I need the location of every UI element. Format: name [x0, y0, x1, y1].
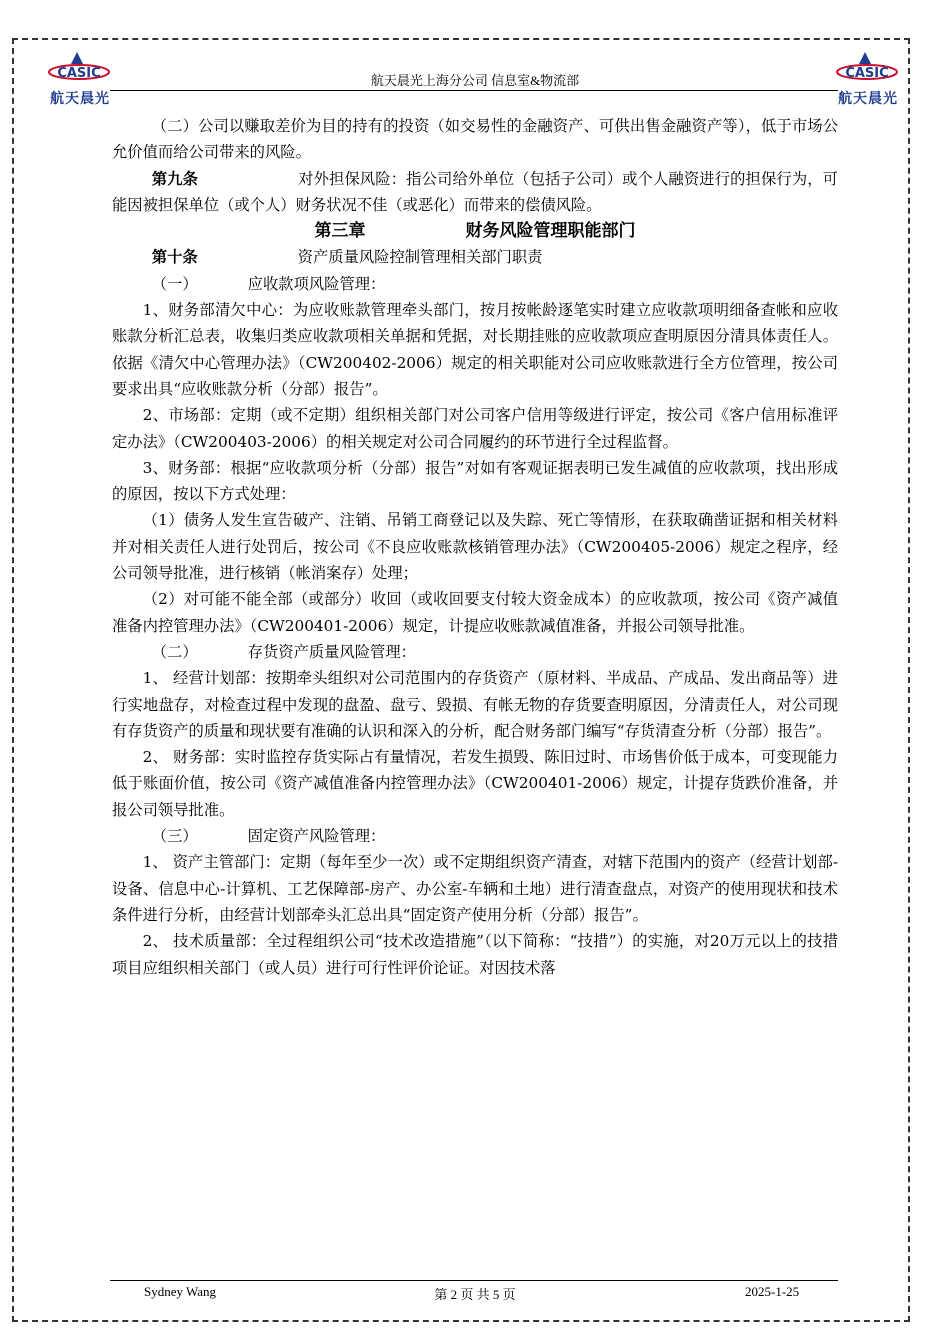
- section-heading: [112, 823, 838, 849]
- list-item: 2、 财务部：实时监控存货实际占有量情况，若发生损毁、陈旧过时、市场售价低于成本，可变现能力低于账面价值，按公司《资产减值准备内控管理办法》（CW200401-2006）规定，计提存货跌价准备，并报公司领导批准。: [112, 748, 838, 819]
- footer-date: 2025-1-25: [745, 1284, 800, 1299]
- section-number: （三）: [151, 827, 198, 846]
- chapter-title: 财务风险管理职能部门: [465, 221, 636, 242]
- section-title: 应收款项风险管理：: [247, 274, 386, 293]
- list-item: （1）债务人发生宣告破产、注销、吊销工商登记以及失踪、死亡等情形，在获取确凿证据和相关材料并对相关责任人进行处罚后，按公司《不良应收账款核销管理办法》（CW200405-2006）规定之程序，经公司领导批准，进行核销（帐消案存）处理；: [112, 511, 838, 583]
- section-heading: [112, 639, 838, 665]
- paragraph: （二）公司以赚取差价为目的持有的投资（如交易性的金融资产、可供出售金融资产等），低于市场公允价值而给公司带来的风险。: [112, 117, 838, 162]
- list-item: 1、财务部清欠中心：为应收账款管理牵头部门，按月按帐龄逐笔实时建立应收款项明细备查帐和应收账款分析汇总表，收集归类应收款项相关单据和凭据，对长期挂账的应收款项应查明原因分清具体责任人。依据《清欠中心管理办法》（CW200402-2006）规定的相关职能对公司应收账款进行全方位管理，按公司要求出具“应收账款分析（分部）报告”。: [112, 301, 838, 398]
- header-title: 航天晨光上海分公司 信息室&物流部: [370, 73, 580, 88]
- list-item: 1、 经营计划部：按期牵头组织对公司范围内的存货资产（原材料、半成品、产成品、发出商品等）进行实地盘存，对检查过程中发现的盘盈、盘亏、毁损、有帐无物的存货要查明原因，分清责任人，对公司现有存货资产的质量和现状要有准确的认识和深入的分析，配合财务部门编写“存货清查分析（分部）报告”。: [112, 669, 838, 740]
- footer-rule: [110, 1280, 838, 1281]
- svg-text:CASIC: CASIC: [57, 66, 101, 81]
- list-item: 1、 资产主管部门：定期（每年至少一次）或不定期组织资产清查，对辖下范围内的资产（经营计划部-设备、信息中心-计算机、工艺保障部-房产、办公室-车辆和土地）进行清查盘点，对资产的使用现状和技术条件进行分析，由经营计划部牵头汇总出具“固定资产使用分析（分部）报告”。: [112, 853, 838, 924]
- section-heading: [112, 271, 838, 297]
- section-title: 存货资产质量风险管理：: [247, 642, 416, 661]
- footer-page-number: 第 2 页 共 5 页: [434, 1287, 516, 1302]
- chapter-heading: [112, 218, 838, 244]
- article-10: [112, 244, 838, 270]
- logo-text: 航天晨光: [838, 91, 898, 107]
- list-item: 2、市场部：定期（或不定期）组织相关部门对公司客户信用等级进行评定，按公司《客户信用标准评定办法》（CW200403-2006）的相关规定对公司合同履约的环节进行全过程监督。: [112, 406, 838, 451]
- svg-text:CASIC: CASIC: [845, 66, 889, 81]
- list-item: （2）对可能不能全部（或部分）收回（或收回要支付较大资金成本）的应收款项，按公司《资产减值准备内控管理办法》（CW200401-2006）规定，计提应收账款减值准备，并报公司领导批准。: [112, 590, 838, 635]
- article-label: 第九条: [151, 169, 199, 188]
- list-item: 3、财务部：根据“应收款项分析（分部）报告”对如有客观证据表明已发生减值的应收款项，找出形成的原因，按以下方式处理：: [112, 458, 838, 504]
- section-title: 固定资产风险管理：: [247, 827, 386, 846]
- section-number: （一）: [151, 274, 198, 293]
- list-item: 2、 技术质量部：全过程组织公司“技术改造措施”（以下简称：“技措”）的实施，对20万元以上的技措项目应组织相关部门（或人员）进行可行性评价论证。对因技术落: [112, 932, 838, 977]
- article-text: 对外担保风险：指公司给外单位（包括子公司）或个人融资进行的担保行为，可能因被担保单位（或个人）财务状况不佳（或恶化）而带来的偿债风险。: [112, 169, 838, 214]
- header-rule: [110, 90, 838, 91]
- article-label: 第十条: [151, 248, 198, 267]
- article-title: 资产质量风险控制管理相关部门职责: [297, 248, 543, 267]
- document-body: [112, 113, 838, 981]
- article-9: [112, 166, 838, 219]
- logo-text: 航天晨光: [50, 91, 110, 107]
- section-number: （二）: [151, 642, 198, 661]
- footer-author: Sydney Wang: [144, 1284, 217, 1299]
- chapter-number: 第三章: [314, 221, 366, 242]
